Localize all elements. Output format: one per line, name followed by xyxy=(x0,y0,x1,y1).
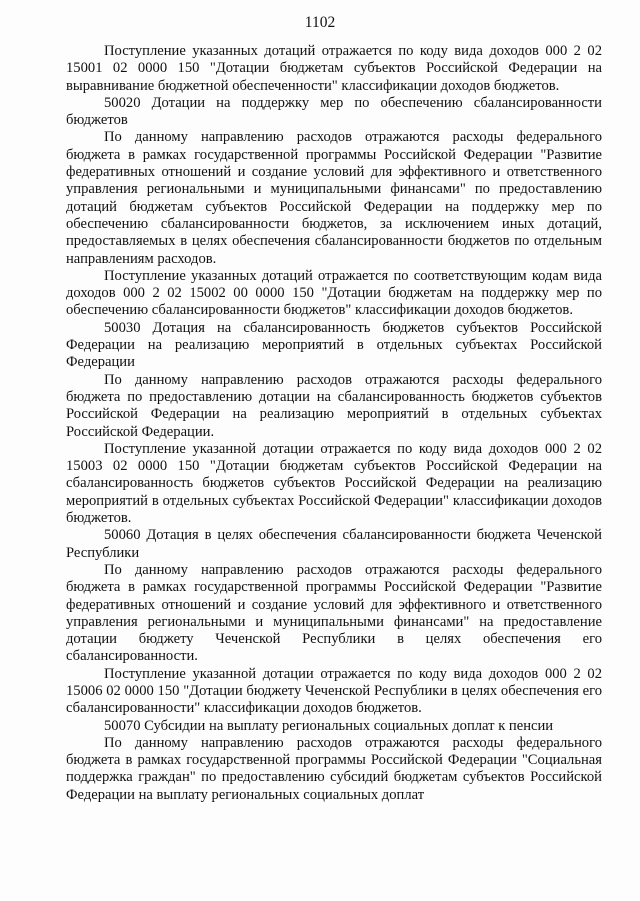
paragraph: Поступление указанной дотации отражается по коду вида доходов 000 2 02 15003 02 0000 150 "Дотации бюджетам субъектов Российской Федерации на сбалансированность бюджетов субъектов Российской Федерации на реализацию мероприятий в отдельных субъектах Российской Федерации" классификации доходов бюджетов. xyxy=(66,440,602,527)
paragraph: Поступление указанных дотаций отражается по коду вида доходов 000 2 02 15001 02 0000 150 "Дотации бюджетам субъектов Российской Федерации на выравнивание бюджетной обеспеченности" классификации доходов бюджетов. xyxy=(66,43,602,94)
document-body xyxy=(66,43,602,804)
section-heading-50070: 50070 Субсидии на выплату региональных социальных доплат к пенсии xyxy=(104,717,554,734)
paragraph: По данному направлению расходов отражаются расходы федерального бюджета по предоставлению дотации на сбалансированность бюджетов субъектов Российской Федерации на реализацию мероприятий в отдельных субъектах Российской Федерации. xyxy=(66,371,602,440)
paragraph: Поступление указанных дотаций отражается по соответствующим кодам вида доходов 000 2 02 15002 00 0000 150 "Дотации бюджетам на поддержку мер по обеспечению сбалансированности бюджетов" классификации доходов бюджетов. xyxy=(66,267,602,319)
paragraph: По данному направлению расходов отражаются расходы федерального бюджета в рамках государственной программы Российской Федерации "Социальная поддержка граждан" по предоставлению субсидий бюджетам субъектов Российской Федерации на выплату региональных социальных доплат xyxy=(66,734,602,803)
page-number: 1102 xyxy=(304,14,336,31)
paragraph: По данному направлению расходов отражаются расходы федерального бюджета в рамках государственной программы Российской Федерации "Развитие федеративных отношений и создание условий для эффективного и ответственного управления региональными и муниципальными финансами" на предоставление дотации бюджету Чеченской Республики в целях обеспечения его сбалансированности. xyxy=(66,561,602,665)
section-heading-50020: 50020 Дотации на поддержку мер по обеспечению сбалансированности бюджетов xyxy=(66,94,602,129)
paragraph: По данному направлению расходов отражаются расходы федерального бюджета в рамках государственной программы Российской Федерации "Развитие федеративных отношений и создание условий для эффективного и ответственного управления региональными и муниципальными финансами" по предоставлению дотаций бюджетам субъектов Российской Федерации на поддержку мер по обеспечению сбалансированности бюджетов, за исключением иных дотаций, предоставляемых в целях обеспечения сбалансированности бюджетов по отдельным направлениям расходов. xyxy=(66,129,602,267)
section-heading-50030: 50030 Дотация на сбалансированность бюджетов субъектов Российской Федерации на реализацию мероприятий в отдельных субъектах Российской Федерации xyxy=(66,319,602,371)
paragraph: Поступление указанной дотации отражается по коду вида доходов 000 2 02 15006 02 0000 150 "Дотации бюджету Чеченской Республики в целях обеспечения его сбалансированности" классификации доходов бюджетов. xyxy=(66,665,602,717)
section-heading-50060: 50060 Дотация в целях обеспечения сбалансированности бюджета Чеченской Республики xyxy=(66,527,602,561)
